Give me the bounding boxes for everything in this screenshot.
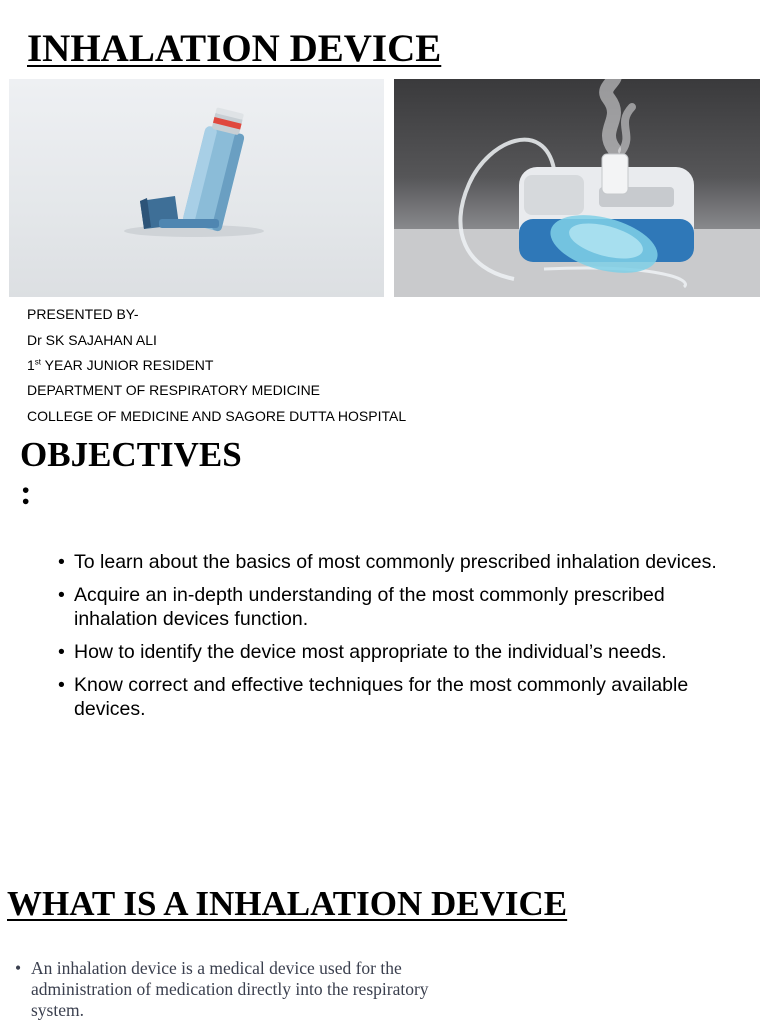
definition-item: • An inhalation device is a medical device used for the administration of medication directly into the respiratory system. <box>15 958 475 1021</box>
presenter-institution: COLLEGE OF MEDICINE AND SAGORE DUTTA HOSPITAL <box>27 408 407 424</box>
objective-item: • To learn about the basics of most commonly prescribed inhalation devices. <box>58 550 718 574</box>
position-ordinal-suffix: st <box>34 357 42 367</box>
presenter-name: Dr SK SAJAHAN ALI <box>27 332 157 348</box>
objective-item: • How to identify the device most appropriate to the individual’s needs. <box>58 640 718 664</box>
objectives-heading: OBJECTIVES : <box>20 435 242 512</box>
presenter-position <box>27 358 213 372</box>
inhaler-photo <box>9 79 384 297</box>
section-heading: WHAT IS A INHALATION DEVICE <box>7 884 568 923</box>
nebulizer-icon <box>394 79 760 297</box>
objective-item: • Acquire an in-depth understanding of the most commonly prescribed inhalation devices function. <box>58 583 718 631</box>
inhaler-icon <box>9 79 384 297</box>
objectives-list <box>58 550 718 730</box>
position-ordinal: 1 <box>27 357 35 373</box>
page-title: INHALATION DEVICE <box>27 27 442 70</box>
nebulizer-photo <box>394 79 760 297</box>
presenter-department: DEPARTMENT OF RESPIRATORY MEDICINE <box>27 382 321 398</box>
presenter-label: PRESENTED BY- <box>27 306 139 322</box>
position-title: YEAR JUNIOR RESIDENT <box>41 357 214 373</box>
objective-item: • Know correct and effective techniques for the most commonly available devices. <box>58 673 718 721</box>
definition-list <box>15 958 475 1021</box>
